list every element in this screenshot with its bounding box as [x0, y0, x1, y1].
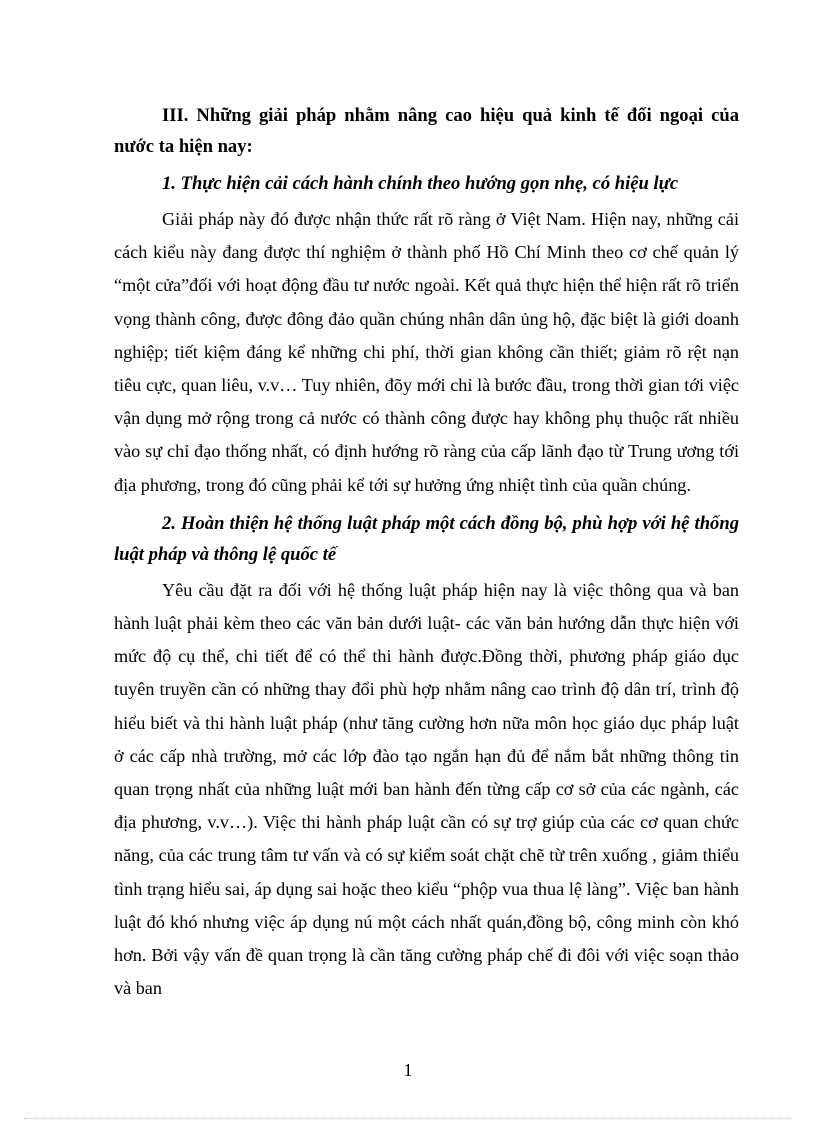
subsection-2-title: 2. Hoàn thiện hệ thống luật pháp một cách đồng bộ, phù hợp với hệ thống luật pháp và thông lệ quốc tế [114, 512, 739, 565]
subsection-1-title: 1. Thực hiện cải cách hành chính theo hướng gọn nhẹ, có hiệu lực [162, 173, 679, 194]
page-number: 1 [403, 1060, 413, 1080]
subsection-1-paragraph: Giải pháp này đó được nhận thức rất rõ ràng ở Việt Nam. Hiện nay, những cải cách kiểu này đang được thí nghiệm ở thành phố Hồ Chí Minh theo cơ chế quản lý “một cửa”đối với hoạt động đầu tư nước ngoài. Kết quả thực hiện thể hiện rất rõ triển vọng thành công, được đông đảo quần chúng nhân dân ủng hộ, đặc biệt là giới doanh nghiệp; tiết kiệm đáng kể những chi phí, thời gian không cần thiết; giảm rõ rệt nạn tiêu cực, quan liêu, v.v… Tuy nhiên, đõy mới chỉ là bước đầu, trong thời gian tới việc vận dụng mở rộng trong cả nước có thành công được hay không phụ thuộc rất nhiều vào sự chỉ đạo thống nhất, có định hướng rõ ràng của cấp lãnh đạo từ Trung ương tới địa phương, trong đó cũng phải kể tới sự hưởng ứng nhiệt tình của quần chúng. [114, 209, 739, 495]
section-heading: III. Những giải pháp nhằm nâng cao hiệu quả kinh tế đối ngoại của nước ta hiện nay: [114, 105, 739, 157]
page-content [114, 100, 739, 1005]
footer-divider [24, 1118, 792, 1119]
subsection-2-paragraph: Yêu cầu đặt ra đối với hệ thống luật pháp hiện nay là việc thông qua và ban hành luật phải kèm theo các văn bản dưới luật- các văn bản hướng dẫn thực hiện với mức độ cụ thể, chi tiết để có thể thi hành được.Đồng thời, phương pháp giáo dục tuyên truyền cần có những thay đổi phù hợp nhằm nâng cao trình độ dân trí, trình độ hiểu biết và thi hành luật pháp (như tăng cường hơn nữa môn học giáo dục pháp luật ở các cấp nhà trường, mở các lớp đào tạo ngắn hạn đủ để nắm bắt những thông tin quan trọng nhất của những luật mới ban hành đến từng cấp cơ sở của các ngành, các địa phương, v.v…). Việc thi hành pháp luật cần có sự trợ giúp của các cơ quan chức năng, của các trung tâm tư vấn và có sự kiểm soát chặt chẽ từ trên xuống , giảm thiểu tình trạng hiểu sai, áp dụng sai hoặc theo kiểu “phộp vua thua lệ làng”. Việc ban hành luật đó khó nhưng việc áp dụng nú một cách nhất quán,đồng bộ, công minh còn khó hơn. Bởi vậy vấn đề quan trọng là cần tăng cường pháp chế đi đôi với việc soạn thảo và ban [114, 579, 739, 999]
